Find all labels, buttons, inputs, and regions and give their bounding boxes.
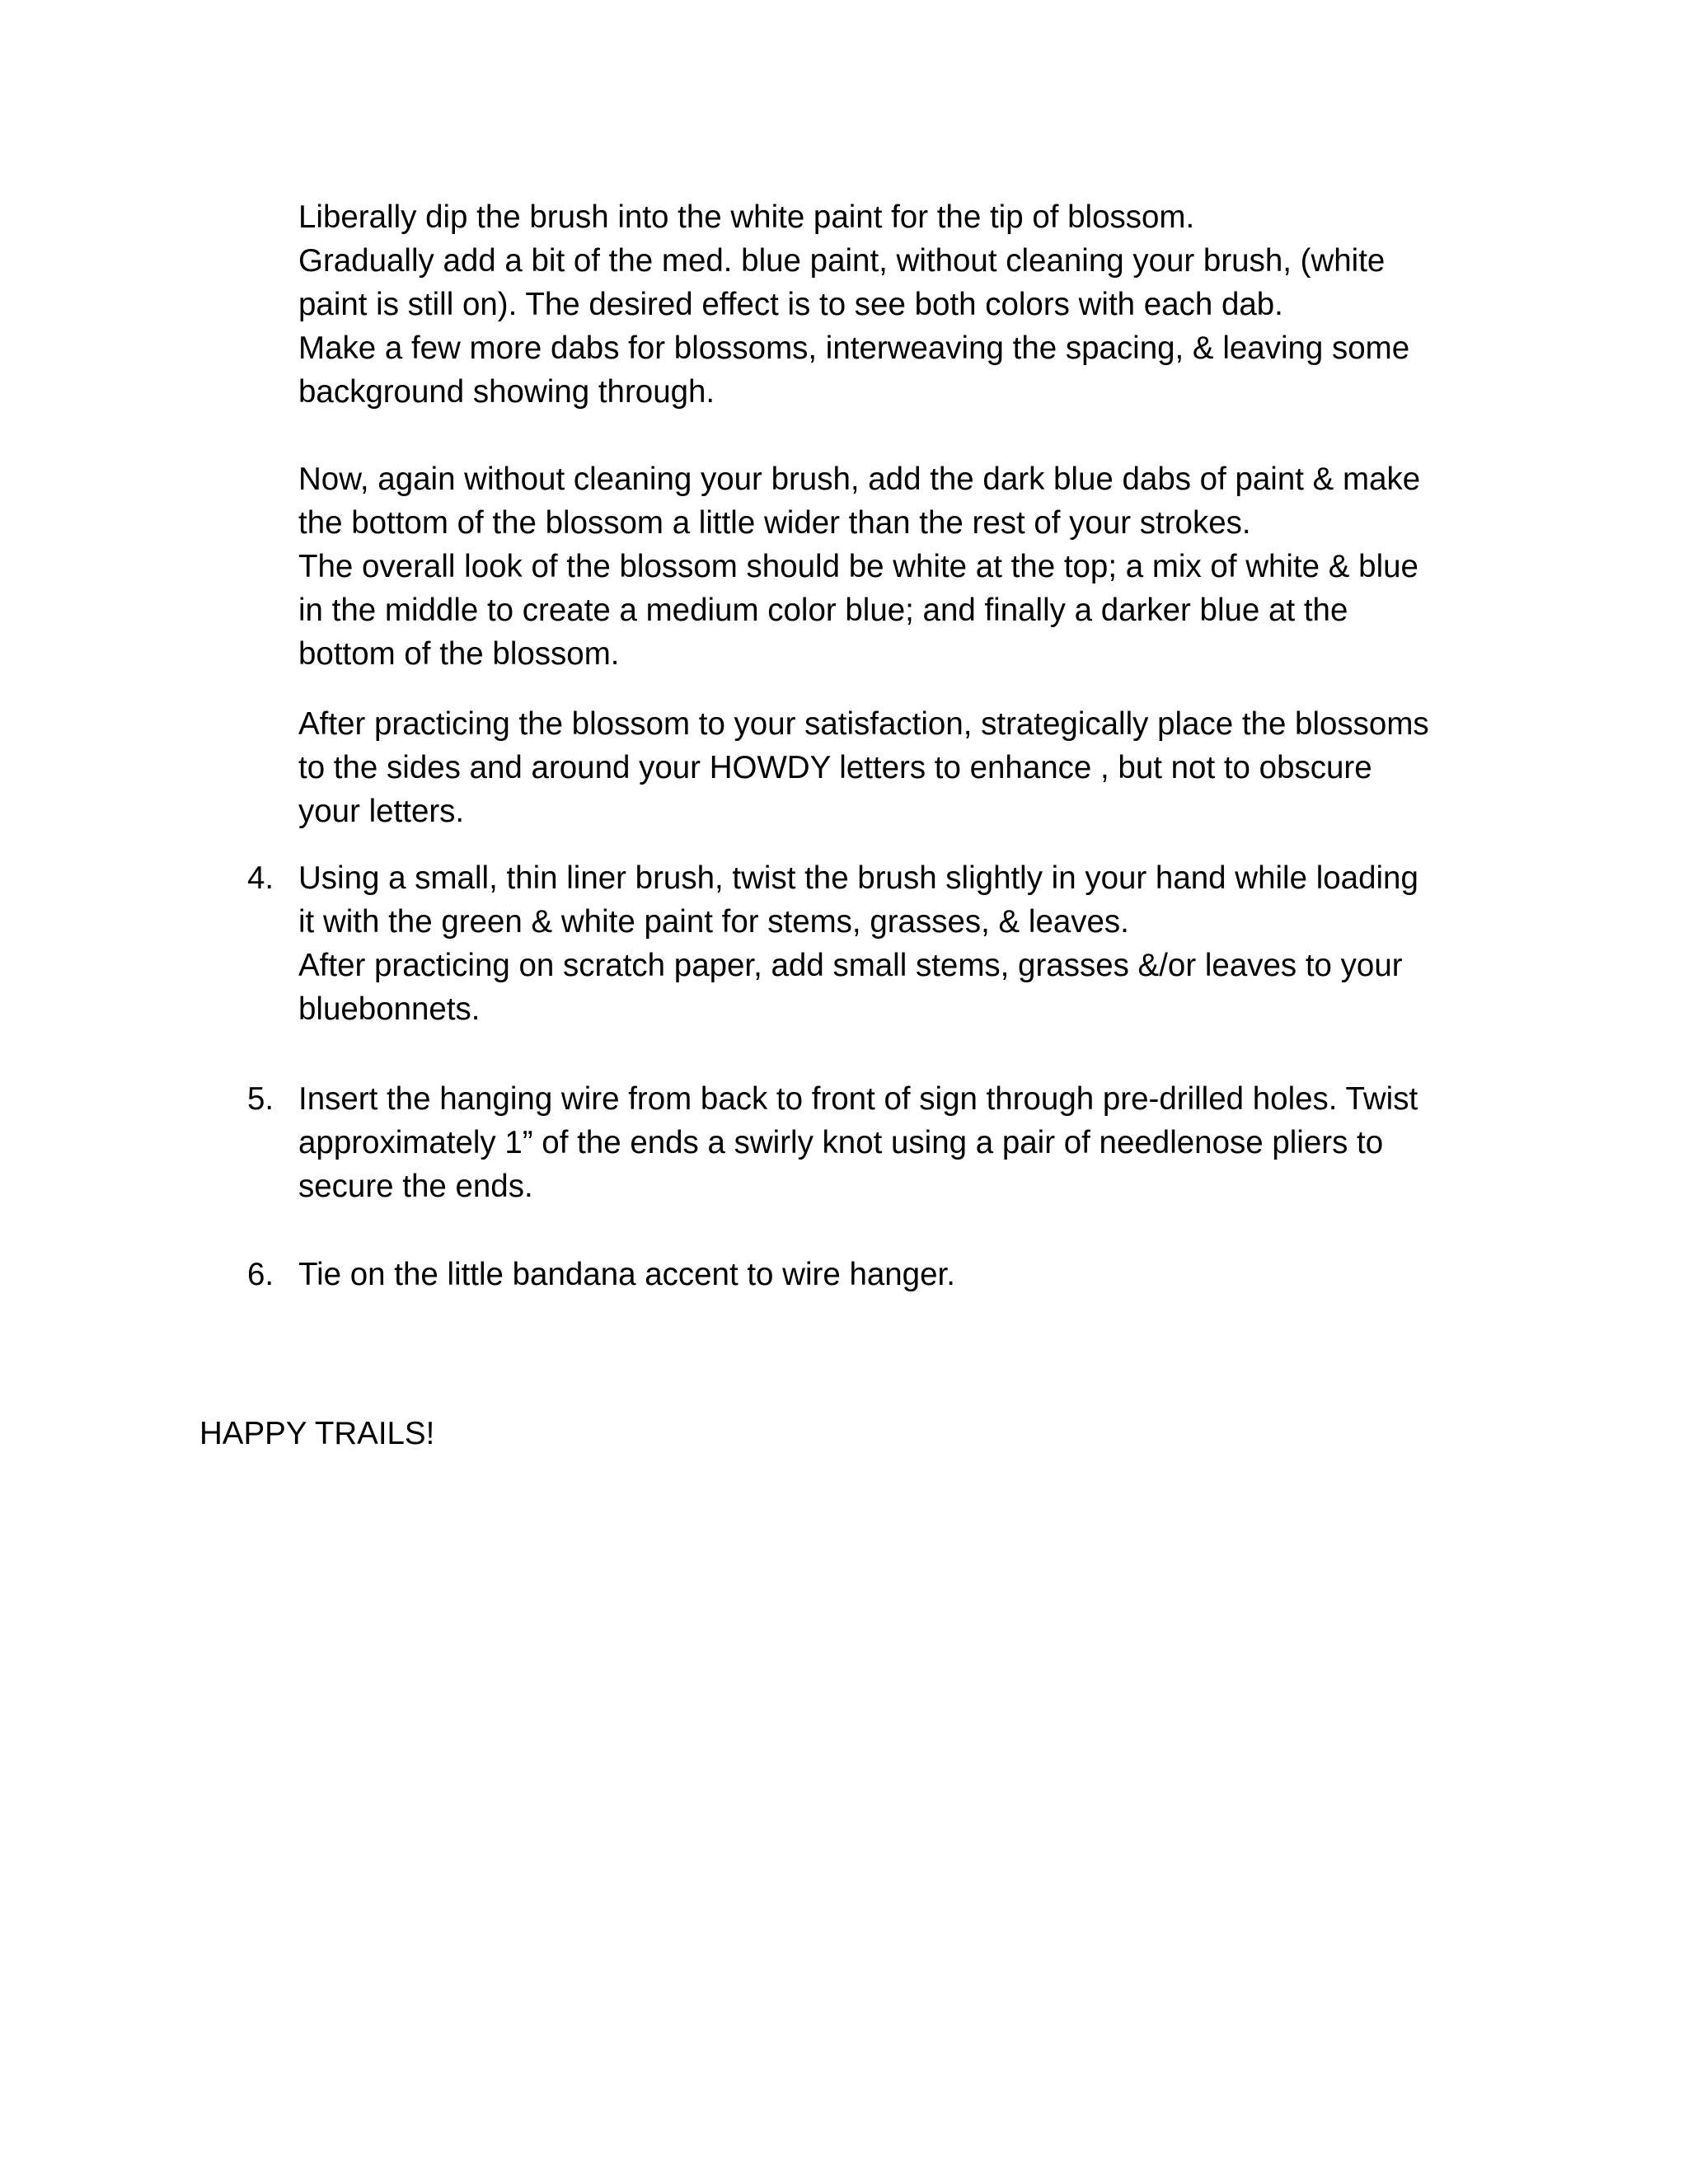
paragraph-line: your letters. bbox=[298, 794, 465, 829]
list-line: After practicing on scratch paper, add small stems, grasses &/or leaves to your bbox=[298, 948, 1403, 983]
paragraph-line: After practicing the blossom to your satisfaction, strategically place the blossoms bbox=[298, 706, 1429, 742]
paragraph-line: to the sides and around your HOWDY letters to enhance , but not to obscure bbox=[298, 750, 1372, 785]
list-item-text bbox=[298, 856, 1502, 1031]
list-item-text bbox=[298, 1077, 1502, 1208]
list-line: Using a small, thin liner brush, twist the brush slightly in your hand while loading bbox=[298, 860, 1418, 896]
list-line: bluebonnets. bbox=[298, 991, 481, 1027]
paragraph-line: paint is still on). The desired effect is to see both colors with each dab. bbox=[298, 287, 1283, 322]
list-line: Insert the hanging wire from back to front of sign through pre-drilled holes. Twist bbox=[298, 1081, 1418, 1117]
paragraph-blossom-tip bbox=[298, 195, 1502, 414]
paragraph-line: the bottom of the blossom a little wider than the rest of your strokes. bbox=[298, 505, 1251, 541]
paragraph-line: background showing through. bbox=[298, 374, 715, 410]
list-item-text bbox=[298, 1253, 1502, 1296]
paragraph-line: The overall look of the blossom should be white at the top; a mix of white & blue bbox=[298, 549, 1418, 584]
closing-text: HAPPY TRAILS! bbox=[199, 1416, 435, 1451]
paragraph-line: Make a few more dabs for blossoms, interweaving the spacing, & leaving some bbox=[298, 330, 1410, 366]
list-line: secure the ends. bbox=[298, 1169, 533, 1204]
list-number: 4. bbox=[247, 860, 274, 896]
list-number: 6. bbox=[247, 1257, 274, 1292]
paragraph-line: bottom of the blossom. bbox=[298, 636, 620, 672]
paragraph-line: in the middle to create a medium color blue; and finally a darker blue at the bbox=[298, 593, 1348, 628]
paragraph-line: Liberally dip the brush into the white paint for the tip of blossom. bbox=[298, 199, 1195, 235]
paragraph-placement bbox=[298, 702, 1502, 833]
paragraph-line: Now, again without cleaning your brush, add the dark blue dabs of paint & make bbox=[298, 462, 1421, 497]
list-number: 5. bbox=[247, 1081, 274, 1117]
list-line: it with the green & white paint for stems, grasses, & leaves. bbox=[298, 904, 1129, 940]
list-line: Tie on the little bandana accent to wire hanger. bbox=[298, 1257, 955, 1292]
list-line: approximately 1” of the ends a swirly knot using a pair of needlenose pliers to bbox=[298, 1125, 1384, 1160]
paragraph-dark-blue bbox=[298, 457, 1502, 676]
paragraph-line: Gradually add a bit of the med. blue paint, without cleaning your brush, (white bbox=[298, 243, 1386, 279]
